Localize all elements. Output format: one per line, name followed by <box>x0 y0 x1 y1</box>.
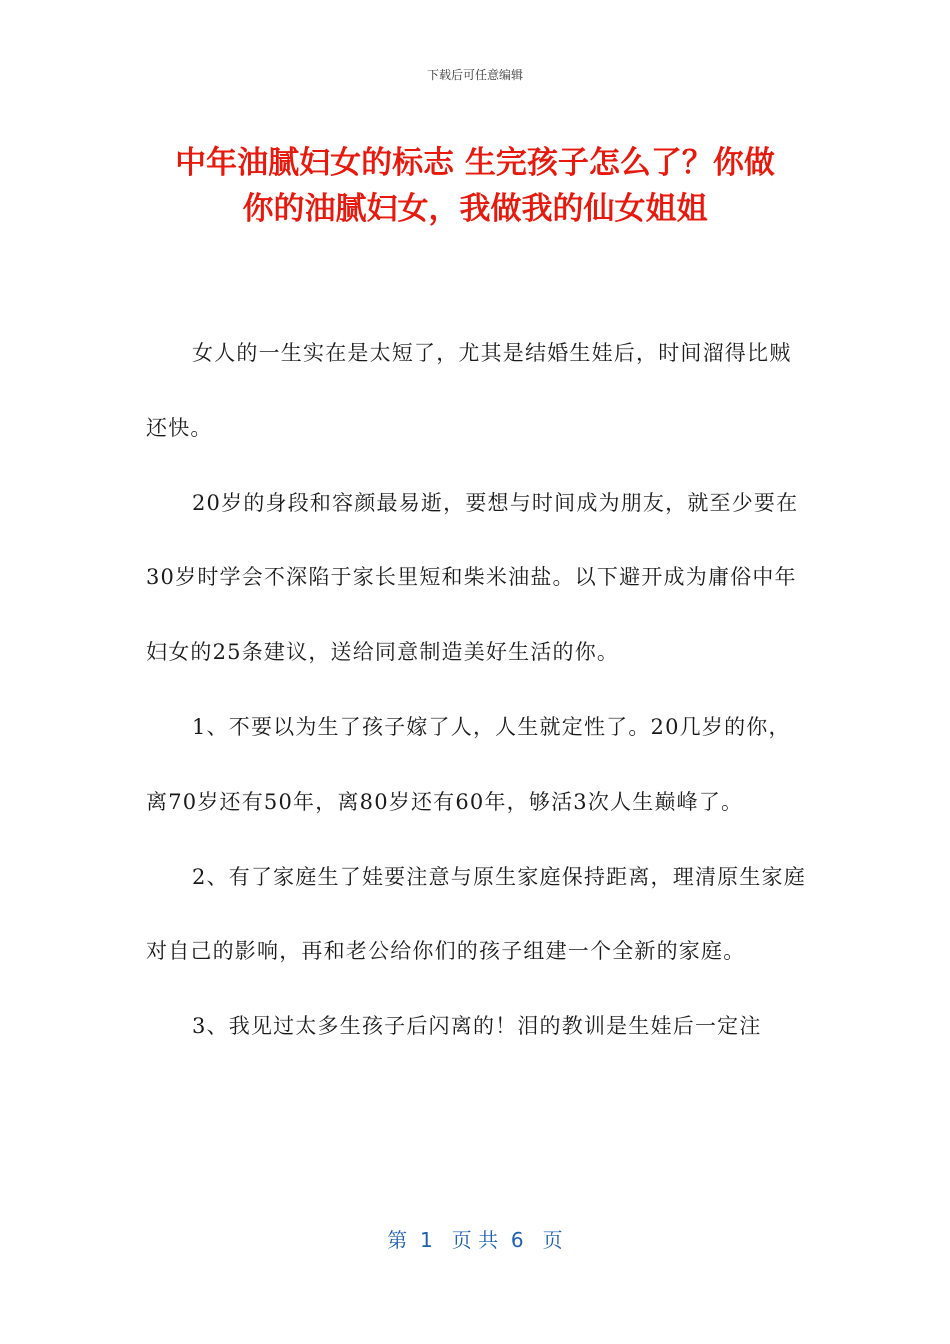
document-body <box>146 316 810 1064</box>
paragraph: 女人的一生实在是太短了，尤其是结婚生娃后，时间溜得比贼还快。 <box>146 341 792 440</box>
paragraph: 20岁的身段和容颜最易逝，要想与时间成为朋友，就至少要在30岁时学会不深陷于家长里短和柴米油盐。以下避开成为庸俗中年妇女的25条建议，送给同意制造美好生活的你。 <box>146 490 799 665</box>
header-note: 下载后可任意编辑 <box>426 68 523 82</box>
paragraph: 1、不要以为生了孩子嫁了人，人生就定性了。20几岁的你，离70岁还有50年，离80岁还有60年，够活3次人生巅峰了。 <box>146 714 791 814</box>
page-number-footer: 第 1 页 共 6 页 <box>387 1228 563 1252</box>
paragraph: 2、有了家庭生了娃要注意与原生家庭保持距离，理清原生家庭对自己的影响，再和老公给你们的孩子组建一个全新的家庭。 <box>146 864 806 964</box>
paragraph: 3、我见过太多生孩子后闪离的！泪的教训是生娃后一定注 <box>192 1014 762 1039</box>
document-title: 中年油腻妇女的标志 生完孩子怎么了？你做 你的油腻妇女，我做我的仙女姐姐 <box>175 145 775 227</box>
